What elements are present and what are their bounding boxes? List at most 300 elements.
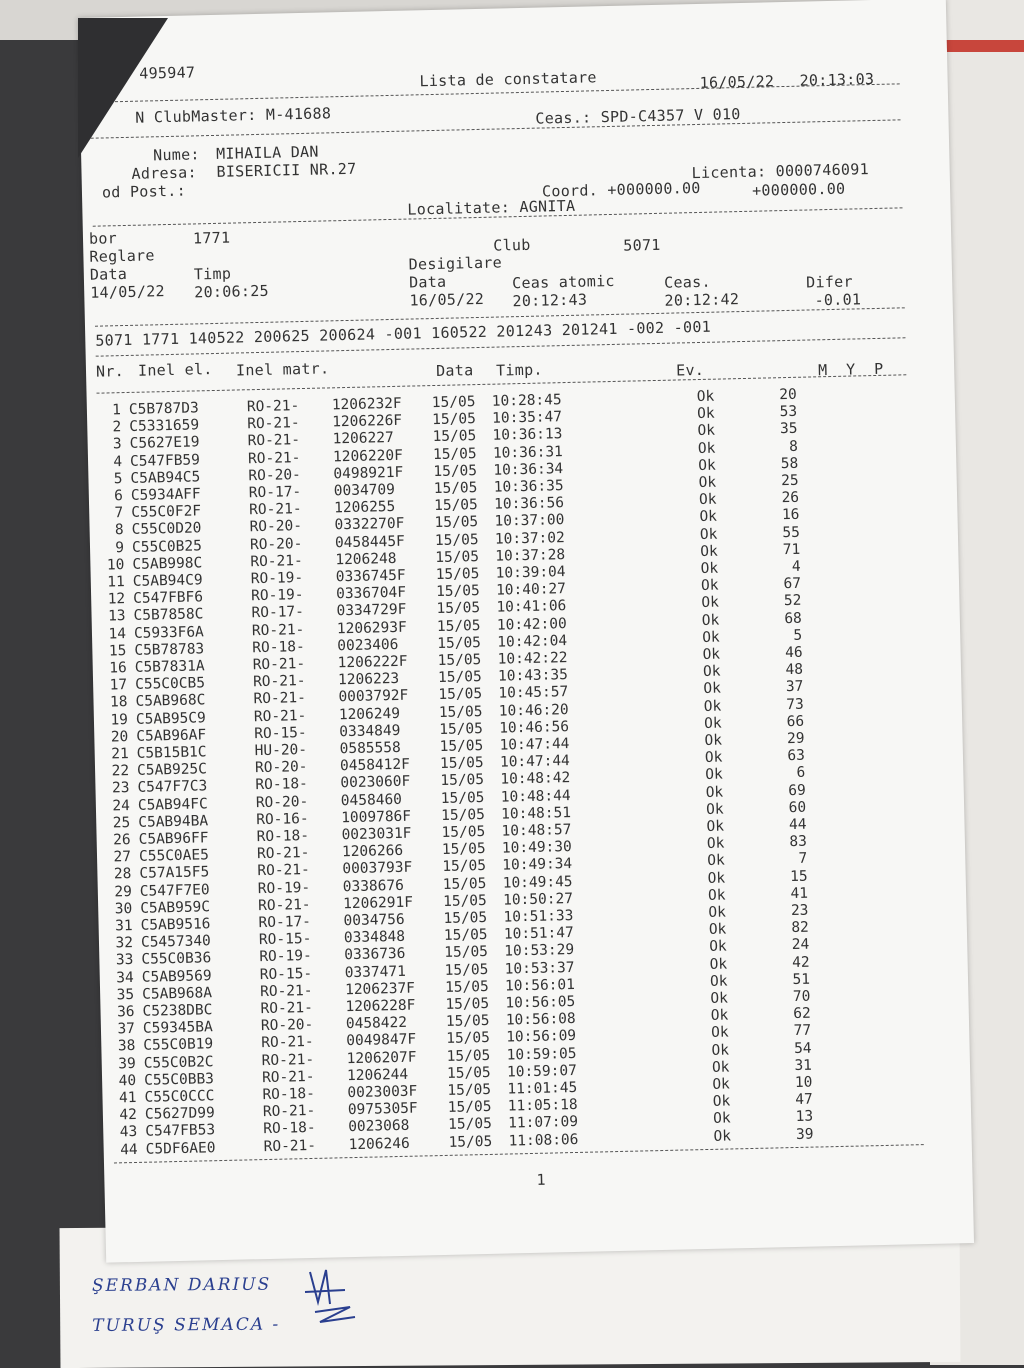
arrival-date: 15/05 (443, 876, 487, 893)
ring-number: 0458460 (341, 791, 402, 808)
print-date: 16/05/22 (699, 72, 774, 92)
ring-electronic: C55C0AE5 (139, 847, 209, 865)
arrival-time: 10:56:01 (505, 977, 575, 995)
ring-number: 1206244 (347, 1067, 408, 1084)
position: 47 (783, 1092, 813, 1109)
row-nr: 18 (109, 694, 127, 710)
ring-country-year: RO-18- (256, 828, 309, 845)
ring-electronic: C5AB95C9 (136, 710, 206, 728)
arrival-time: 10:36:34 (493, 461, 563, 479)
row-nr: 13 (107, 608, 125, 624)
ring-electronic: C59345BA (143, 1019, 213, 1037)
status: Ok (701, 595, 719, 611)
ring-country-year: RO-21- (257, 845, 310, 862)
arrival-date: 15/05 (432, 394, 476, 411)
row-nr: 27 (113, 849, 131, 865)
status: Ok (706, 784, 724, 800)
ring-number: 0023406 (337, 637, 398, 654)
ring-electronic: C5627D99 (145, 1105, 215, 1123)
red-folder-edge (935, 40, 1024, 52)
status: Ok (704, 698, 722, 714)
arrival-date: 15/05 (439, 704, 483, 721)
arrival-date: 15/05 (445, 996, 489, 1013)
ring-number: 1206226F (332, 413, 402, 431)
ring-country-year: RO-18- (252, 639, 305, 656)
arrival-time: 10:42:04 (497, 633, 567, 651)
position: 6 (775, 765, 805, 782)
ring-electronic: C547FB53 (145, 1123, 215, 1141)
row-nr: 17 (109, 677, 127, 693)
position: 44 (776, 817, 806, 834)
status: Ok (703, 664, 721, 680)
arrival-date: 15/05 (433, 446, 477, 463)
ring-electronic: C5B7831A (135, 658, 205, 676)
arrival-date: 15/05 (446, 1030, 490, 1047)
ring-electronic: C5AB96FF (138, 830, 208, 848)
printout-page (78, 0, 974, 1263)
arrival-time: 10:51:47 (504, 925, 574, 943)
report-title: Lista de constatare (419, 68, 597, 90)
position: 16 (769, 507, 799, 524)
ring-number: 1206207F (346, 1049, 416, 1067)
row-nr: 31 (114, 918, 132, 934)
ring-number: 1206223 (338, 671, 399, 688)
arrival-time: 10:51:33 (503, 908, 573, 926)
arrival-date: 15/05 (445, 979, 489, 996)
row-nr: 11 (107, 574, 125, 590)
ring-country-year: RO-18- (263, 1120, 316, 1137)
position: 25 (769, 473, 799, 490)
ring-country-year: HU-20- (254, 742, 307, 759)
difference-value: -0.01 (814, 290, 861, 309)
position: 35 (767, 421, 797, 438)
ring-number: 0023068 (348, 1118, 409, 1135)
arrival-date: 15/05 (446, 1048, 490, 1065)
row-nr: 39 (118, 1056, 136, 1072)
col-myp: M Y P (818, 360, 884, 379)
arrival-date: 15/05 (440, 772, 484, 789)
ring-country-year: RO-21- (247, 398, 300, 415)
row-nr: 32 (115, 935, 133, 951)
arrival-time: 10:50:27 (503, 891, 573, 909)
position: 63 (775, 748, 805, 765)
col-inel-matr: Inel matr. (236, 359, 330, 379)
ring-electronic: C5B787D3 (129, 400, 199, 418)
ring-country-year: RO-21- (261, 1034, 314, 1051)
ring-country-year: RO-19- (258, 880, 311, 897)
status: Ok (713, 1128, 731, 1144)
ring-electronic: C5933F6A (134, 624, 204, 642)
name-label: Nume: (153, 145, 200, 164)
position: 62 (781, 1006, 811, 1023)
position: 8 (768, 438, 798, 455)
ring-number: 0334848 (344, 929, 405, 946)
summary-line: 5071 1771 140522 200625 200624 -001 160522 201243 201241 -002 -001 (95, 318, 711, 350)
arrival-time: 10:56:09 (506, 1028, 576, 1046)
arrival-time: 10:48:57 (501, 822, 571, 840)
position: 5 (772, 628, 802, 645)
ring-electronic: C5AB959C (140, 899, 210, 917)
position: 23 (778, 903, 808, 920)
ring-electronic: C547F7C3 (137, 779, 207, 797)
ring-number: 1206249 (339, 705, 400, 722)
arrival-date: 15/05 (445, 962, 489, 979)
owner-name: MIHAILA DAN (216, 143, 319, 163)
row-nr: 24 (112, 798, 130, 814)
ring-number: 0334849 (339, 723, 400, 740)
status: Ok (700, 526, 718, 542)
ring-country-year: RO-21- (263, 1137, 316, 1154)
arrival-time: 11:05:18 (508, 1097, 578, 1115)
position: 26 (769, 490, 799, 507)
ring-electronic: C5AB96AF (136, 727, 206, 745)
arrival-date: 15/05 (434, 480, 478, 497)
arrival-date: 15/05 (442, 858, 486, 875)
position: 37 (773, 679, 803, 696)
row-nr: 22 (111, 763, 129, 779)
atomic-clock-time: 20:12:43 (512, 291, 587, 311)
handwritten-name-1: ŞERBAN DARIUS (92, 1275, 271, 1296)
ring-number: 0458422 (346, 1015, 407, 1032)
position: 29 (774, 731, 804, 748)
status: Ok (697, 389, 715, 405)
arrival-date: 15/05 (434, 497, 478, 514)
ring-country-year: RO-20- (256, 794, 309, 811)
arrival-time: 10:53:37 (505, 960, 575, 978)
clubmaster-id: N ClubMaster: M-41688 (135, 104, 331, 126)
status: Ok (700, 543, 718, 559)
ring-country-year: RO-21- (253, 690, 306, 707)
status: Ok (710, 973, 728, 989)
position: 7 (777, 851, 807, 868)
position: 60 (776, 799, 806, 816)
ring-electronic: C5AB998C (132, 555, 202, 573)
position: 42 (779, 954, 809, 971)
arrival-date: 15/05 (441, 790, 485, 807)
arrival-date: 15/05 (447, 1065, 491, 1082)
flight-label: bor (89, 229, 117, 248)
club-number: 5071 (623, 236, 661, 255)
coordinates-2: +000000.00 (752, 180, 846, 200)
status: Ok (705, 767, 723, 783)
arrival-date: 15/05 (437, 635, 481, 652)
ring-number: 0334729F (336, 602, 406, 620)
arrival-time: 10:46:56 (499, 719, 569, 737)
position: 69 (776, 782, 806, 799)
arrival-time: 10:47:44 (500, 753, 570, 771)
unseal-date-label: Data (409, 273, 447, 292)
row-nr: 33 (115, 952, 133, 968)
ring-number: 0336745F (336, 568, 406, 586)
row-nr: 4 (104, 454, 122, 470)
status: Ok (704, 715, 722, 731)
license: Licenta: 0000746091 (691, 160, 869, 182)
row-nr: 43 (119, 1124, 137, 1140)
position: 13 (783, 1109, 813, 1126)
row-nr: 15 (108, 643, 126, 659)
ring-country-year: RO-21- (252, 622, 305, 639)
arrival-time: 10:48:51 (501, 805, 571, 823)
unseal-date: 16/05/22 (409, 290, 484, 310)
status: Ok (699, 475, 717, 491)
arrival-date: 15/05 (440, 755, 484, 772)
row-nr: 40 (118, 1073, 136, 1089)
position: 41 (778, 885, 808, 902)
ring-number: 1206237F (345, 980, 415, 998)
arrival-time: 10:42:00 (497, 616, 567, 634)
status: Ok (713, 1111, 731, 1127)
arrival-time: 10:42:22 (497, 650, 567, 668)
ring-number: 0458445F (335, 533, 405, 551)
row-nr: 23 (111, 780, 129, 796)
status: Ok (697, 423, 715, 439)
arrival-time: 11:01:45 (507, 1080, 577, 1098)
row-nr: 16 (109, 660, 127, 676)
row-nr: 37 (117, 1021, 135, 1037)
status: Ok (707, 853, 725, 869)
ring-electronic: C5AB925C (137, 761, 207, 779)
arrival-time: 10:41:06 (496, 598, 566, 616)
position: 48 (773, 662, 803, 679)
ring-electronic: C547F7E0 (140, 882, 210, 900)
arrival-time: 10:37:28 (495, 547, 565, 565)
status: Ok (711, 1025, 729, 1041)
ring-country-year: RO-20- (249, 518, 302, 535)
arrival-date: 15/05 (432, 428, 476, 445)
signature-mark (300, 1262, 360, 1332)
ring-electronic: C5AB968C (135, 693, 205, 711)
ring-country-year: RO-15- (260, 966, 313, 983)
arrival-time: 10:53:29 (504, 942, 574, 960)
position: 20 (767, 387, 797, 404)
status: Ok (699, 509, 717, 525)
ring-electronic: C5AB94FC (138, 796, 208, 814)
arrival-date: 15/05 (433, 463, 477, 480)
arrival-time: 11:08:06 (508, 1132, 578, 1150)
row-nr: 20 (110, 729, 128, 745)
ring-number: 0003792F (338, 688, 408, 706)
ring-country-year: RO-20- (255, 759, 308, 776)
ring-number: 1206248 (335, 551, 396, 568)
arrival-date: 15/05 (435, 532, 479, 549)
status: Ok (710, 991, 728, 1007)
row-nr: 41 (118, 1090, 136, 1106)
arrival-time: 10:59:05 (506, 1046, 576, 1064)
position: 31 (782, 1057, 812, 1074)
status: Ok (701, 578, 719, 594)
status: Ok (709, 922, 727, 938)
ring-electronic: C55C0CCC (144, 1088, 214, 1106)
status: Ok (702, 612, 720, 628)
clock-label: Ceas. (664, 273, 711, 292)
status: Ok (711, 1008, 729, 1024)
position: 58 (768, 456, 798, 473)
ring-number: 0023031F (341, 826, 411, 844)
ring-country-year: RO-21- (258, 897, 311, 914)
status: Ok (712, 1059, 730, 1075)
ring-country-year: RO-21- (249, 501, 302, 518)
position: 54 (781, 1040, 811, 1057)
arrival-date: 15/05 (432, 411, 476, 428)
ring-country-year: RO-18- (262, 1086, 315, 1103)
ring-country-year: RO-20- (261, 1017, 314, 1034)
ring-electronic: C5238DBC (142, 1002, 212, 1020)
row-nr: 34 (116, 970, 134, 986)
position: 55 (770, 524, 800, 541)
handwritten-name-2: TURUŞ SEMACA - (92, 1315, 280, 1336)
ring-country-year: RO-21- (248, 450, 301, 467)
ring-number: 1206232F (332, 396, 402, 414)
arrival-date: 15/05 (441, 824, 485, 841)
ring-electronic: C55C0F2F (131, 504, 201, 522)
arrival-date: 15/05 (448, 1116, 492, 1133)
status: Ok (706, 801, 724, 817)
ring-number: 1206266 (342, 843, 403, 860)
ring-electronic: C5B78783 (134, 641, 204, 659)
ring-number: 1206255 (334, 499, 395, 516)
position: 51 (780, 971, 810, 988)
arrival-time: 10:49:45 (503, 874, 573, 892)
position: 66 (774, 714, 804, 731)
ring-number: 0338676 (343, 877, 404, 894)
ring-number: 1206293F (337, 619, 407, 637)
position: 68 (772, 610, 802, 627)
row-nr: 19 (110, 712, 128, 728)
arrival-time: 10:56:08 (506, 1011, 576, 1029)
ring-country-year: RO-17- (251, 604, 304, 621)
page-number: 1 (536, 1171, 545, 1189)
difference-label: Difer (806, 272, 853, 291)
position: 39 (783, 1126, 813, 1143)
ring-number: 0498921F (333, 465, 403, 483)
arrival-date: 15/05 (436, 583, 480, 600)
ring-electronic: C55C0BB3 (144, 1071, 214, 1089)
row-nr: 21 (111, 746, 129, 762)
arrival-time: 10:28:45 (492, 392, 562, 410)
locality: Localitate: AGNITA (407, 197, 575, 219)
ring-number: 0023060F (340, 774, 410, 792)
status: Ok (712, 1076, 730, 1092)
position: 77 (781, 1023, 811, 1040)
status: Ok (698, 440, 716, 456)
owner-address: BISERICII NR.27 (216, 160, 356, 181)
arrival-date: 15/05 (448, 1099, 492, 1116)
row-nr: 38 (117, 1038, 135, 1054)
status: Ok (708, 905, 726, 921)
ring-country-year: RO-21- (247, 415, 300, 432)
position: 46 (772, 645, 802, 662)
ring-number: 1206228F (345, 998, 415, 1016)
arrival-time: 10:36:35 (494, 478, 564, 496)
ring-country-year: RO-21- (253, 673, 306, 690)
row-nr: 35 (116, 987, 134, 1003)
atomic-clock-label: Ceas atomic (512, 272, 615, 292)
ring-country-year: RO-19- (251, 587, 304, 604)
status: Ok (703, 681, 721, 697)
arrival-time: 10:49:34 (502, 856, 572, 874)
col-nr: Nr. (96, 362, 124, 381)
ring-electronic: C5B7858C (133, 607, 203, 625)
arrival-time: 10:45:57 (498, 684, 568, 702)
ring-electronic: C5331659 (129, 418, 199, 436)
ring-electronic: C5AB9516 (140, 916, 210, 934)
postal-code-label: od Post.: (102, 182, 186, 202)
arrival-date: 15/05 (443, 893, 487, 910)
position: 82 (779, 920, 809, 937)
status: Ok (713, 1094, 731, 1110)
ring-country-year: RO-21- (262, 1052, 315, 1069)
arrival-time: 10:40:27 (496, 581, 566, 599)
ring-number: 0003793F (342, 860, 412, 878)
arrival-time: 10:35:47 (492, 409, 562, 427)
position: 70 (780, 989, 810, 1006)
status: Ok (698, 457, 716, 473)
ring-number: 1009786F (341, 808, 411, 826)
adjust-date-label: Data (90, 265, 128, 284)
ring-electronic: C5AB9569 (142, 968, 212, 986)
club-label: Club (493, 236, 531, 255)
arrival-date: 15/05 (441, 807, 485, 824)
arrival-date: 15/05 (437, 618, 481, 635)
ring-electronic: C5457340 (141, 933, 211, 951)
ring-number: 1206291F (343, 894, 413, 912)
arrival-date: 15/05 (435, 549, 479, 566)
ring-country-year: RO-16- (256, 811, 309, 828)
arrival-time: 10:37:00 (494, 512, 564, 530)
position: 15 (777, 868, 807, 885)
arrival-time: 11:07:09 (508, 1114, 578, 1132)
row-nr: 28 (113, 866, 131, 882)
unseal-label: Desigilare (408, 253, 502, 273)
arrival-date: 15/05 (443, 910, 487, 927)
ring-electronic: C5AB94C5 (130, 469, 200, 487)
ring-number: 0034709 (334, 482, 395, 499)
row-nr: 7 (105, 505, 123, 521)
arrival-date: 15/05 (437, 652, 481, 669)
ring-country-year: RO-20- (248, 467, 301, 484)
position: 52 (771, 593, 801, 610)
adjust-time-label: Timp (194, 265, 232, 284)
ring-number: 0332270F (334, 516, 404, 534)
ring-country-year: RO-21- (260, 983, 313, 1000)
status: Ok (704, 733, 722, 749)
arrival-time: 10:36:31 (493, 444, 563, 462)
status: Ok (702, 647, 720, 663)
ring-electronic: C55C0CB5 (135, 675, 205, 693)
row-nr: 25 (112, 815, 130, 831)
row-nr: 5 (104, 471, 122, 487)
ring-country-year: RO-21- (250, 553, 303, 570)
ring-electronic: C55C0B36 (141, 951, 211, 969)
col-ev: Ev. (676, 361, 704, 380)
adjust-label: Reglare (89, 246, 155, 265)
row-nr: 6 (105, 488, 123, 504)
ring-number: 1206220F (333, 447, 403, 465)
position: 4 (770, 559, 800, 576)
row-nr: 12 (107, 591, 125, 607)
status: Ok (700, 561, 718, 577)
status: Ok (705, 750, 723, 766)
report-id: 495947 (139, 63, 195, 82)
arrival-time: 10:48:44 (501, 788, 571, 806)
arrival-date: 15/05 (444, 944, 488, 961)
arrival-time: 10:36:56 (494, 495, 564, 513)
clock-id: Ceas.: SPD-C4357 V 010 (535, 105, 741, 128)
arrival-date: 15/05 (438, 669, 482, 686)
ring-number: 0975305F (348, 1101, 418, 1119)
row-nr: 2 (103, 419, 121, 435)
arrival-time: 10:46:20 (499, 702, 569, 720)
